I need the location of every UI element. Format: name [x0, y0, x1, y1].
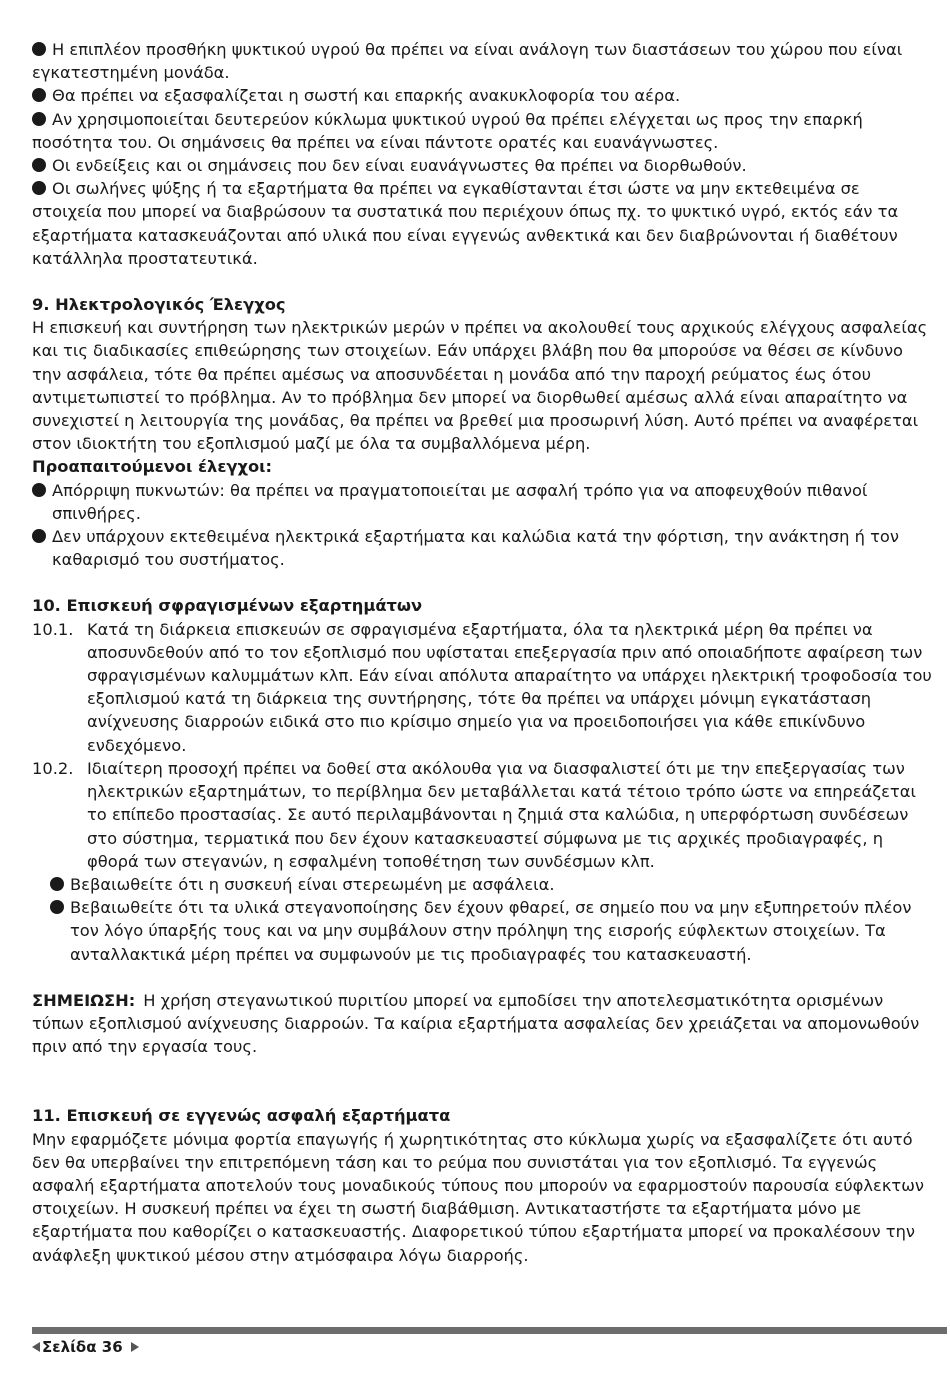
- list-item: Αν χρησιμοποιείται δευτερεύον κύκλωμα ψυκτικού υγρού θα πρέπει ελέγχεται ως προς την επαρκή ποσότητα του. Οι σημάνσεις θα πρέπει να είναι πάντοτε ορατές και ευανάγνωστες.: [32, 109, 863, 152]
- bullet-icon: [32, 112, 46, 126]
- list-item: Βεβαιωθείτε ότι η συσκευή είναι στερεωμένη με ασφάλεια.: [32, 873, 932, 896]
- bullet-icon: [32, 529, 46, 543]
- numbered-item: 10.2. Ιδιαίτερη προσοχή πρέπει να δοθεί στα ακόλουθα για να διασφαλιστεί ότι με την επεξεργασίας των ηλεκτρικών εξαρτημάτων, το περίβλημα δεν μεταβάλλεται κατά τέτοιο τρόπο ώστε να επηρεάζεται το επίπεδο προστασίας. Σε αυτό περιλαμβάνονται η ζημιά στα καλώδια, η υπερφόρτωση συνδέσεων στο σύστημα, τερματικά που δεν έχουν κατασκευαστεί σύμφωνα με τις αρχικές προδιαγραφές, η φθορά των στεγανών, η εσφαλμένη τοποθέτηση των συνδέσμων κλπ.: [32, 758, 916, 871]
- bullet-icon: [50, 900, 64, 914]
- list-item: Βεβαιωθείτε ότι τα υλικά στεγανοποίησης δεν έχουν φθαρεί, σε σημείο που να μην εξυπηρετούν πλέον τον λόγο ύπαρξής τους και να μην συμβάλουν στην πρόληψη της εισροής εύφλεκτων στοιχείων. Τα ανταλλακτικά μέρη πρέπει να συμφωνούν με τις προδιαγραφές του κατασκευαστή.: [32, 896, 932, 966]
- bullet-icon: [32, 181, 46, 195]
- footer-divider: [32, 1327, 947, 1334]
- list-item: Οι ενδείξεις και οι σημάνσεις που δεν είναι ευανάγνωστες θα πρέπει να διορθωθούν.: [32, 154, 932, 177]
- item-number: 10.2.: [32, 758, 74, 778]
- triangle-left-icon: [32, 1342, 40, 1352]
- list-item: Θα πρέπει να εξασφαλίζεται η σωστή και επαρκής ανακυκλοφορία του αέρα.: [32, 84, 932, 107]
- list-item: Οι σωλήνες ψύξης ή τα εξαρτήματα θα πρέπει να εγκαθίστανται έτσι ώστε να μην εκτεθειμένα σε στοιχεία που μπορεί να διαβρώσουν τα συστατικά που περιέχουν όπως πχ. το ψυκτικό υγρό, εκτός εάν τα εξαρτήματα κατασκευάζονται από υλικά που είναι εγγενώς ανθεκτικά και δεν διαβρώνονται ή διαθέτουν κατάλληλα προστατευτικά.: [32, 179, 899, 268]
- section-11-heading: 11. Επισκευή σε εγγενώς ασφαλή εξαρτήματα: [32, 1106, 451, 1126]
- document-page: [32, 38, 932, 1267]
- section-11-body: Μην εφαρμόζετε μόνιμα φορτία επαγωγής ή χωρητικότητας στο κύκλωμα χωρίς να εξασφαλίζετε ότι αυτό δεν θα υπερβαίνει την επιτρεπόμενη τάση και το ρεύμα που συνιστάται για τον εξοπλισμό. Τα εγγενώς ασφαλή εξαρτήματα αποτελούν τους μοναδικούς τύπους που μπορούν να εφαρμοστούν παρουσία εύφλεκτων στοιχείων. Η συσκευή πρέπει να έχει τη σωστή διαβάθμιση. Αντικαταστήστε τα εξαρτήματα μόνο με εξαρτήματα που καθορίζει ο κατασκευαστής. Διαφορετικού τύπου εξαρτήματα μπορεί να προκαλέσουν την ανάφλεξη ψυκτικού μέσου στην ατμόσφαιρα λόγω διαρροής.: [32, 1129, 924, 1265]
- bullet-icon: [32, 42, 46, 56]
- note-label: ΣΗΜΕΙΩΣΗ:: [32, 990, 136, 1010]
- numbered-item: 10.1. Κατά τη διάρκεια επισκευών σε σφραγισμένα εξαρτήματα, όλα τα ηλεκτρικά μέρη θα πρέπει να αποσυνδεθούν από το τον εξοπλισμό που υφίσταται επεξεργασία πριν από οποιαδήποτε αφαίρεση των σφραγισμένων καλυμμάτων κλπ. Εάν είναι απόλυτα απαραίτητο να υπάρχει ηλεκτρική τροφοδοσία του εξοπλισμού κατά τη διάρκεια της συντήρησης, τότε θα πρέπει να υπάρχει μόνιμη εγκατάσταση ανίχνευσης διαρροών ειδικά στο πιο κρίσιμο σημείο για να προειδοποιήσει για κάθε επικίνδυνο ενδεχόμενο.: [32, 619, 932, 755]
- section-9-heading: 9. Ηλεκτρολογικός Έλεγχος: [32, 295, 286, 315]
- note-paragraph: ΣΗΜΕΙΩΣΗ: Η χρήση στεγανωτικού πυριτίου μπορεί να εμποδίσει την αποτελεσματικότητα ορισμένων τύπων εξοπλισμού ανίχνευσης διαρροών. Τα καίρια εξαρτήματα ασφαλείας δεν χρειάζεται να απομονωθούν πριν από την εργασία τους.: [32, 990, 920, 1057]
- section-10-heading: 10. Επισκευή σφραγισμένων εξαρτημάτων: [32, 596, 423, 616]
- list-item: Δεν υπάρχουν εκτεθειμένα ηλεκτρικά εξαρτήματα και καλώδια κατά την φόρτιση, την ανάκτηση ή τον καθαρισμό του συστήματος.: [32, 525, 932, 571]
- bullet-icon: [50, 877, 64, 891]
- item-number: 10.1.: [32, 619, 74, 639]
- bullet-icon: [32, 483, 46, 497]
- list-item: Η επιπλέον προσθήκη ψυκτικού υγρού θα πρέπει να είναι ανάλογη των διαστάσεων του χώρου που είναι εγκατεστημένη μονάδα.: [32, 40, 903, 83]
- page-footer: [32, 1337, 139, 1357]
- list-item: Απόρριψη πυκνωτών: θα πρέπει να πραγματοποιείται με ασφαλή τρόπο για να αποφευχθούν πιθανοί σπινθήρες.: [32, 479, 932, 525]
- section-9-body: Η επισκευή και συντήρηση των ηλεκτρικών μερών ν πρέπει να ακολουθεί τους αρχικούς ελέγχους ασφαλείας και τις διαδικασίες επιθεώρησης των στοιχείων. Εάν υπάρχει βλάβη που θα μπορούσε να θέσει σε κίνδυνο την ασφάλεια, τότε θα πρέπει αμέσως να αποσυνδέεται η μονάδα από την παροχή ρεύματος έως ότου αντιμετωπιστεί το πρόβλημα. Αν το πρόβλημα δεν μπορεί να διορθωθεί αμέσως αλλά είναι απαραίτητο να συνεχιστεί η λειτουργία της μονάδας, θα πρέπει να βρεθεί μια προσωρινή λύση. Αυτό πρέπει να αναφέρεται στον ιδιοκτήτη του εξοπλισμού μαζί με όλα τα συμβαλλόμενα μέρη.: [32, 318, 928, 454]
- page-number: Σελίδα 36: [42, 1338, 123, 1356]
- triangle-right-icon: [131, 1342, 139, 1352]
- bullet-icon: [32, 158, 46, 172]
- prerequisite-checks-heading: Προαπαιτούμενοι έλεγχοι:: [32, 457, 273, 477]
- bullet-icon: [32, 88, 46, 102]
